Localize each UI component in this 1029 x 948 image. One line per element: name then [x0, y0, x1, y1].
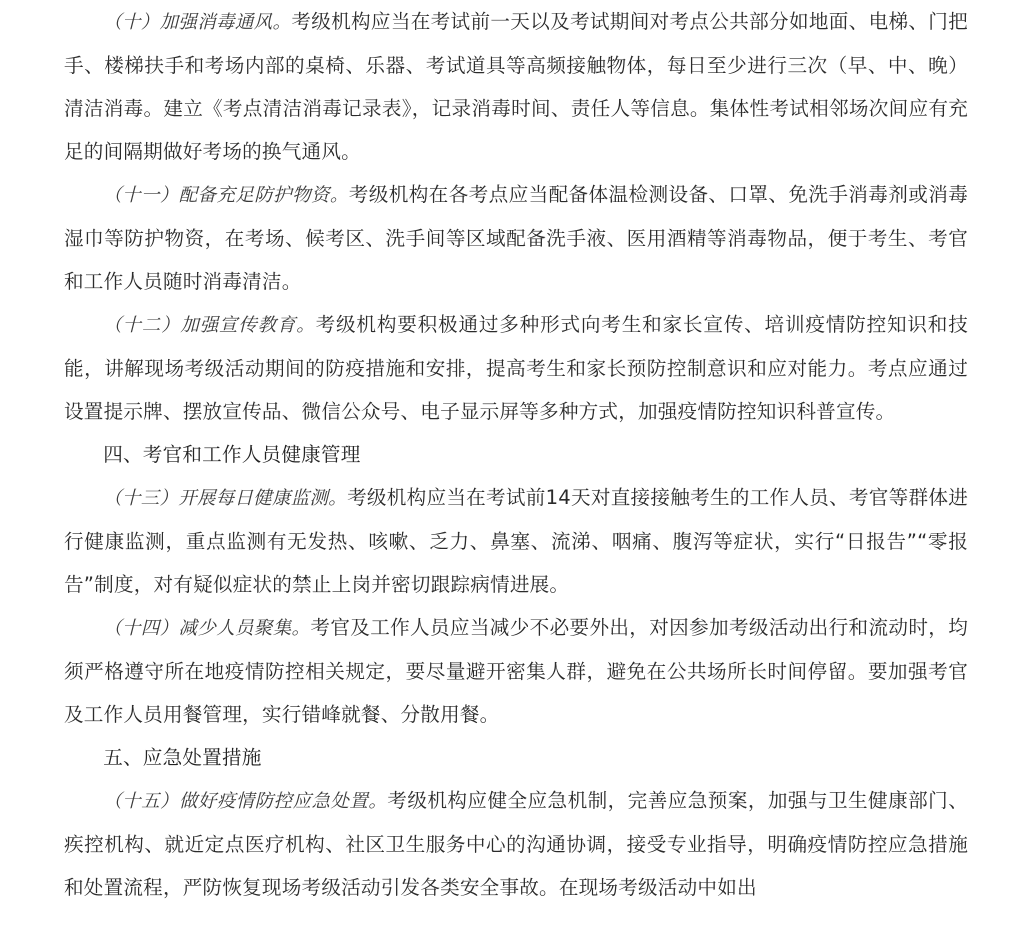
- clause-text: 考级机构要积极通过多种形式向考生和家长宣传、培训疫情防控知识和技能，讲解现场考级活动期间的防疫措施和安排，提高考生和家长预防控制意识和应对能力。考点应通过设置提示牌、摆放宣传品、微信公众号、电子显示屏等多种方式，加强疫情防控知识科普宣传。: [64, 313, 968, 423]
- clause-title: （十）加强消毒通风。: [103, 12, 292, 33]
- clause-title: （十三）开展每日健康监测。: [103, 488, 348, 509]
- section-heading-5: 五、应急处置措施: [103, 746, 262, 769]
- clause-text: 考级机构应健全应急机制，完善应急预案，加强与卫生健康部门、疾控机构、就近定点医疗机构、社区卫生服务中心的沟通协调，接受专业指导，明确疫情防控应急措施和处置流程，严防恢复现场考级活动引发各类安全事故。在现场考级活动中如出: [64, 789, 968, 899]
- clause-12: [64, 303, 968, 433]
- clause-text: 考级机构在各考点应当配备体温检测设备、口罩、免洗手消毒剂或消毒湿巾等防护物资，在考场、候考区、洗手间等区域配备洗手液、医用酒精等消毒物品，便于考生、考官和工作人员随时消毒清洁。: [64, 183, 969, 293]
- clause-title: （十五）做好疫情防控应急处置。: [103, 791, 388, 812]
- clause-15: [64, 779, 968, 909]
- section-heading-4: 四、考官和工作人员健康管理: [103, 443, 361, 466]
- clause-title: （十四）减少人员聚集。: [103, 618, 311, 639]
- clause-text: 考级机构应当在考试前14天对直接接触考生的工作人员、考官等群体进行健康监测，重点监测有无发热、咳嗽、乏力、鼻塞、流涕、咽痛、腹泻等症状，实行“日报告”“零报告”制度，对有疑似症状的禁止上岗并密切跟踪病情进展。: [64, 486, 968, 596]
- clause-title: （十二）加强宣传教育。: [103, 315, 316, 336]
- clause-text: 考级机构应当在考试前一天以及考试期间对考点公共部分如地面、电梯、门把手、楼梯扶手和考场内部的桌椅、乐器、考试道具等高频接触物体，每日至少进行三次（早、中、晚）清洁消毒。建立《考点清洁消毒记录表》，记录消毒时间、责任人等信息。集体性考试相邻场次间应有充足的间隔期做好考场的换气通风。: [64, 10, 968, 163]
- clause-title: （十一）配备充足防护物资。: [103, 185, 349, 206]
- document-body: [64, 0, 968, 909]
- clause-text: 考官及工作人员应当减少不必要外出，对因参加考级活动出行和流动时，均须严格遵守所在地疫情防控相关规定，要尽量避开密集人群，避免在公共场所长时间停留。要加强考官及工作人员用餐管理，实行错峰就餐、分散用餐。: [64, 616, 968, 726]
- clause-13: [64, 476, 968, 606]
- clause-14: [64, 606, 968, 736]
- clause-10: [64, 0, 968, 173]
- clause-11: [64, 173, 968, 303]
